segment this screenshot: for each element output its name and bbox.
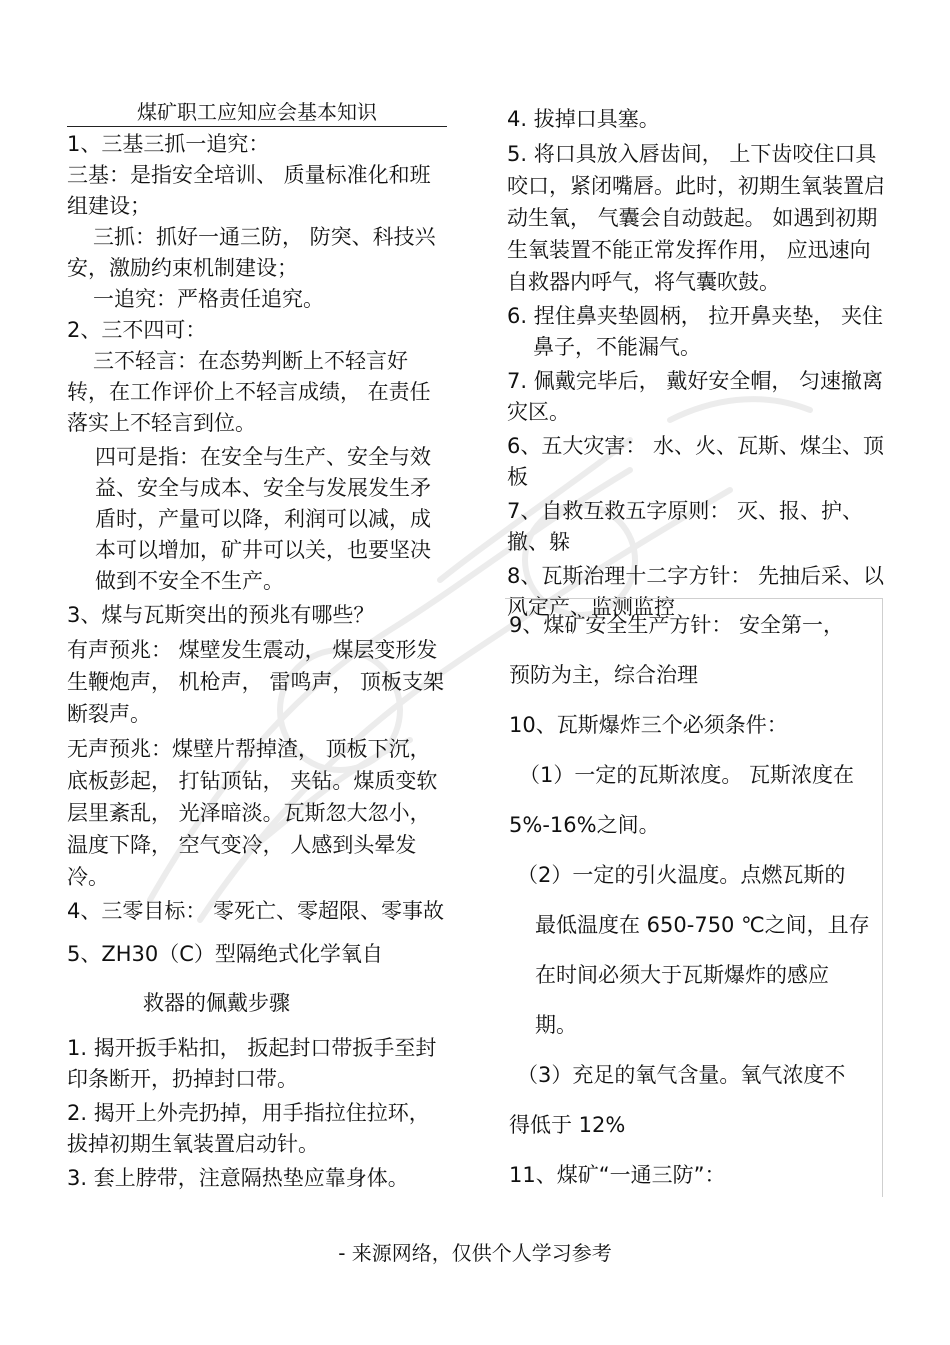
step-3: 3. 套上脖带，注意隔热垫应靠身体。 [67,1166,409,1190]
section-1-sanzhua: 三抓：抓好一通三防， 防突、科技兴安，激励约束机制建设； [67,225,436,280]
step-5: 5. 将口具放入唇齿间， 上下齿咬住口具咬口，紧闭嘴唇。此时，初期生氧装置启动生氧， 气囊会自动鼓起。 如遇到初期生氧装置不能正常发挥作用， 应迅速向自救器内呼气，将气囊吹鼓。 [507,142,885,294]
section-9-line1: 9、煤矿安全生产方针： 安全第一， [509,613,845,637]
section-10-item1-line2: 5%-16%之间。 [509,813,660,837]
left-column [67,98,447,1194]
section-10-item2-line2: 最低温度在 650-750 ℃之间，且存 [535,913,870,937]
section-10-item3-line2: 得低于 12% [509,1113,626,1137]
section-4-zero-goals: 4、三零目标： 零死亡、零超限、零事故 [67,899,445,923]
section-1-sanji: 三基：是指安全培训、 质量标准化和班组建设； [67,163,431,218]
section-3-heading: 3、煤与瓦斯突出的预兆有哪些？ [67,603,375,627]
section-2-sanbu: 三不轻言：在态势判断上不轻言好转，在工作评价上不轻言成绩， 在责任落实上不轻言到位。 [67,349,431,435]
document-title: 煤矿职工应知应会基本知识 [67,98,447,127]
section-5-heading-line1: 5、ZH30（C）型隔绝式化学氧自 [67,942,383,966]
section-10-item1-line1: （1）一定的瓦斯浓度。 瓦斯浓度在 [519,763,855,787]
section-7-principles: 7、自救互救五字原则： 灭、报、护、撤、躲 [507,499,864,554]
section-2-heading: 2、三不四可： [67,318,207,342]
step-1: 1. 揭开扳手粘扣， 扳起封口带扳手至封印条断开，扔掉封口带。 [67,1036,437,1091]
section-8-gas-policy: 8、瓦斯治理十二字方针： 先抽后采、以风定产、监测监控 [507,564,885,619]
section-3-sound-signs: 有声预兆： 煤壁发生震动， 煤层变形发生鞭炮声， 机枪声， 雷鸣声， 顶板支架断裂声。 [67,638,445,726]
section-1-heading: 1、三基三抓一追究： [67,132,270,156]
section-9-line2: 预防为主，综合治理 [509,663,698,687]
section-3-silent-signs: 无声预兆：煤壁片帮掉渣， 顶板下沉，底板彭起， 打钻顶钻， 夹钻。煤质变软层里紊乱， 光泽暗淡。瓦斯忽大忽小，温度下降， 空气变冷， 人感到头晕发冷。 [67,737,438,889]
footer-note: - 来源网络，仅供个人学习参考 [338,1241,612,1265]
section-10-heading: 10、瓦斯爆炸三个必须条件： [509,713,788,737]
section-2-sike: 四可是指：在安全与生产、安全与效益、安全与成本、安全与发展发生矛盾时，产量可以降，利润可以减，成本可以增加，矿井可以关，也要坚决做到不安全不生产。 [95,445,431,593]
step-4: 4. 拔掉口具塞。 [507,107,660,131]
section-10-item2-line3: 在时间必须大于瓦斯爆炸的感应 [535,963,829,987]
section-10-item2-line1: （2）一定的引火温度。点燃瓦斯的 [517,863,846,887]
section-1-zhuijiu: 一追究：严格责任追究。 [93,287,324,311]
boxed-section [509,600,881,1200]
step-6: 6. 捏住鼻夹垫圆柄， 拉开鼻夹垫， 夹住鼻子，不能漏气。 [507,304,884,359]
section-10-item2-line4: 期。 [535,1013,577,1037]
right-column [507,104,885,623]
step-2: 2. 揭开上外壳扔掉，用手指拉住拉环，拔掉初期生氧装置启动针。 [67,1101,430,1156]
step-7: 7. 佩戴完毕后， 戴好安全帽， 匀速撤离灾区。 [507,369,884,424]
section-6-disasters: 6、五大灾害： 水、火、瓦斯、煤尘、顶板 [507,434,885,489]
section-11-heading: 11、煤矿“一通三防”： [509,1163,726,1187]
section-5-heading-line2: 救器的佩戴步骤 [143,991,290,1015]
section-10-item3-line1: （3）充足的氧气含量。氧气浓度不 [517,1063,846,1087]
